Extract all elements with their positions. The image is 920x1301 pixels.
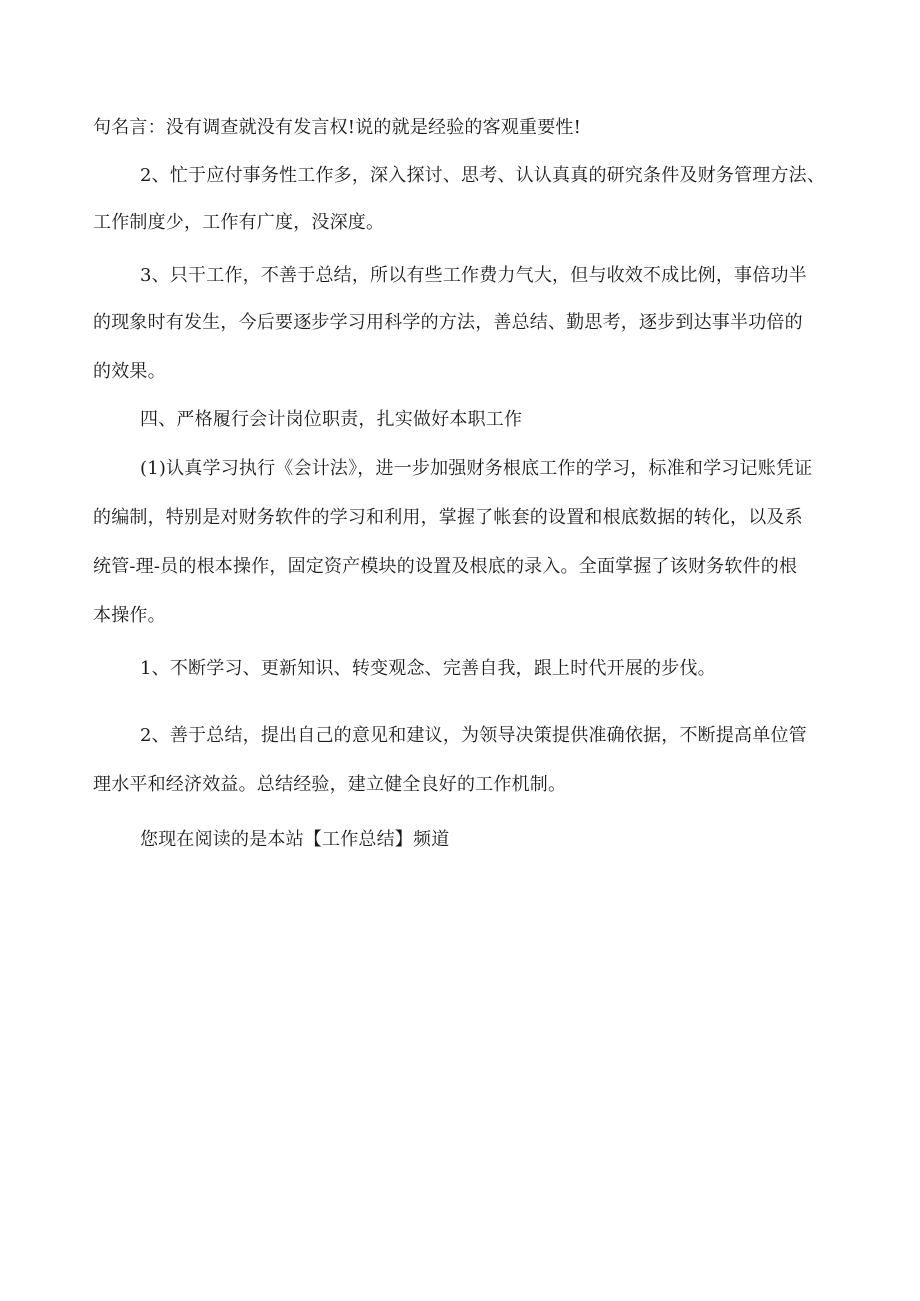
- section-heading-four: 四、严格履行会计岗位职责，扎实做好本职工作: [140, 409, 523, 430]
- paragraph-line-sub-1: (1)认真学习执行《会计法》，进一步加强财务根底工作的学习，标准和学习记账凭证: [140, 458, 813, 479]
- channel-footer-note: 您现在阅读的是本站【工作总结】频道: [140, 829, 450, 850]
- paragraph-line-plan-2-cont: 理水平和经济效益。总结经验，建立健全良好的工作机制。: [93, 774, 567, 795]
- paragraph-line-item-2-cont: 工作制度少，工作有广度，没深度。: [93, 212, 385, 233]
- paragraph-line-sub-1-cont-2: 统管-理-员的根本操作，固定资产模块的设置及根底的录入。全面掌握了该财务软件的根: [93, 556, 798, 577]
- paragraph-line-plan-1: 1、不断学习、更新知识、转变观念、完善自我，跟上时代开展的步伐。: [140, 658, 716, 679]
- paragraph-line-item-3-cont-1: 的现象时有发生，今后要逐步学习用科学的方法，善总结、勤思考，逐步到达事半功倍的: [93, 312, 803, 333]
- paragraph-line-sub-1-cont-1: 的编制，特别是对财务软件的学习和利用，掌握了帐套的设置和根底数据的转化，以及系: [93, 507, 803, 528]
- paragraph-line-item-3: 3、只干工作，不善于总结，所以有些工作费力气大，但与收效不成比例，事倍功半: [140, 265, 807, 286]
- paragraph-line-sub-1-cont-3: 本操作。: [93, 605, 166, 626]
- paragraph-line-quote: 句名言：没有调查就没有发言权!说的就是经验的客观重要性!: [93, 117, 582, 138]
- paragraph-line-item-3-cont-2: 的效果。: [93, 361, 166, 382]
- paragraph-line-item-2: 2、忙于应付事务性工作多，深入探讨、思考、认认真真的研究条件及财务管理方法、: [140, 165, 826, 186]
- paragraph-line-plan-2: 2、善于总结，提出自己的意见和建议，为领导决策提供准确依据，不断提高单位管: [140, 725, 807, 746]
